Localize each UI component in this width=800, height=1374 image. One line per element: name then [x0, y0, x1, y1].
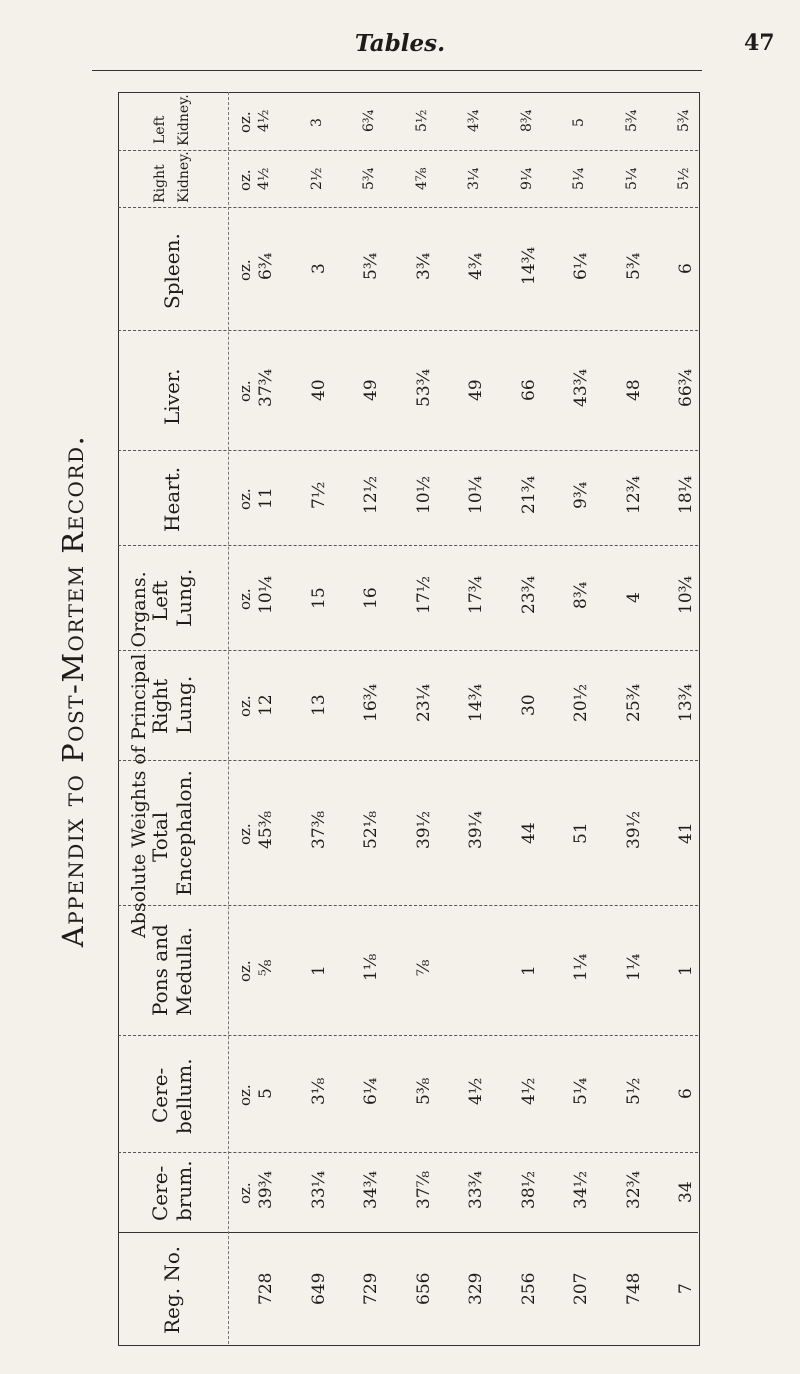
table-cell-total_encephalon-text: 39½ [623, 810, 644, 849]
table-cell-right_kidney-text: 5¾ [361, 167, 377, 190]
table-cell-total_encephalon-text: 44 [518, 821, 539, 844]
table-cell-cerebellum-text: 6¼ [361, 1077, 381, 1105]
column-rule [118, 650, 698, 652]
table-cell-right_kidney-text: 4½ [256, 167, 272, 190]
column-heading-cerebrum-text: Cere- [148, 1165, 172, 1221]
table-cell-total_encephalon-text: 45⅜ [256, 810, 276, 849]
table-cell-spleen-text: 6 [676, 263, 696, 274]
table-cell-reg_no-text: 207 [571, 1272, 591, 1305]
column-heading-reg_no-text: Reg. No. [160, 1246, 184, 1335]
column-heading-right_lung-text: Right [148, 678, 172, 734]
column-heading-left_kidney-text: Kidney. [176, 94, 192, 146]
column-rule [118, 330, 698, 332]
table-cell-heart-text: 7½ [308, 481, 329, 509]
column-rule [118, 1232, 698, 1234]
table-cell-liver-text: 66 [518, 379, 539, 401]
table-cell-left_lung-text: 8¾ [571, 581, 591, 609]
column-heading-pons_medulla-text: Pons and [148, 924, 172, 1017]
table-cell-cerebellum-text: 5⅜ [413, 1077, 434, 1105]
table-cell-right_lung-text: 13 [308, 694, 329, 716]
table-cell-liver-text: 40 [308, 379, 329, 401]
table-cell-pons_medulla-text: 1¼ [623, 953, 644, 981]
table-cell-cerebellum-text: 4½ [518, 1077, 539, 1105]
column-heading-left_lung-text: Left [148, 580, 172, 621]
table-cell-total_encephalon-text: 51 [571, 821, 591, 844]
table-cell-total_encephalon-text: 37⅜ [308, 810, 329, 849]
table-cell-right_kidney-text: 5¼ [571, 167, 587, 190]
column-rule [118, 150, 698, 152]
table-cell-reg_no-text: 256 [518, 1272, 539, 1305]
unit-label-text: oz. [236, 1182, 254, 1204]
column-heading-right_kidney-text: Right [152, 164, 168, 203]
table-cell-spleen-text: 14¾ [518, 246, 539, 285]
heading-block-rule [228, 92, 230, 1344]
table-cell-left_lung-text: 4 [623, 592, 644, 603]
table-cell-spleen-text: 6¾ [256, 252, 276, 280]
table-cell-left_lung-text: 15 [308, 586, 329, 609]
table-cell-left_kidney-text: 6¾ [361, 109, 377, 132]
unit-label-text: oz. [236, 168, 254, 191]
unit-label-text: oz. [236, 487, 254, 510]
table-cell-right_kidney-text: 5¼ [623, 167, 640, 190]
table-cell-spleen-text: 3 [308, 263, 329, 274]
table-cell-cerebrum-text: 34¾ [361, 1170, 381, 1209]
table-cell-left_kidney-text: 5¾ [623, 109, 640, 132]
table-cell-left_lung-text: 10¾ [676, 575, 696, 614]
unit-label-text: oz. [236, 695, 254, 717]
table-cell-cerebellum-text: 5 [256, 1088, 276, 1099]
table-cell-spleen-text: 5¾ [623, 252, 644, 280]
table-cell-heart-text: 10½ [413, 475, 434, 514]
column-rule [118, 545, 698, 547]
table-cell-right_kidney-text: 5½ [676, 167, 692, 190]
table-cell-left_lung-text: 17¾ [466, 575, 486, 614]
table-cell-reg_no-text: 728 [256, 1272, 276, 1305]
table-cell-spleen-text: 3¾ [413, 252, 434, 280]
column-rule [118, 450, 698, 452]
table-cell-right_lung-text: 12 [256, 694, 276, 716]
table-cell-liver-text: 49 [466, 379, 486, 401]
table-cell-heart-text: 18¼ [676, 475, 696, 514]
column-heading-cerebellum-text: Cere- [148, 1067, 172, 1123]
table-cell-spleen-text: 4¾ [466, 252, 486, 280]
table-cell-cerebellum-text: 5½ [623, 1077, 644, 1105]
table-cell-liver-text: 53¾ [413, 368, 434, 407]
table-cell-cerebellum-text: 4½ [466, 1077, 486, 1105]
unit-label-text: oz. [236, 111, 254, 133]
page-number: 47 [744, 30, 775, 56]
column-rule [118, 1152, 698, 1154]
table-cell-left_lung-text: 23¾ [518, 575, 539, 614]
table-cell-liver-text: 43¾ [571, 368, 591, 407]
table-cell-heart-text: 9¾ [571, 481, 591, 509]
column-heading-total_encephalon-text: Total [148, 811, 172, 862]
table-cell-cerebrum-text: 34½ [571, 1170, 591, 1209]
column-heading-cerebellum-text: bellum. [172, 1058, 196, 1135]
table-cell-cerebrum-text: 33¼ [308, 1170, 329, 1209]
column-heading-pons_medulla-text: Medulla. [172, 927, 196, 1017]
table-cell-cerebellum-text: 6 [676, 1088, 696, 1099]
unit-label-text: oz. [236, 1083, 254, 1106]
unit-label-text: oz. [236, 822, 254, 845]
table-cell-left_kidney-text: 5½ [413, 109, 430, 132]
table-cell-total_encephalon-text: 52⅛ [361, 810, 381, 849]
column-heading-cerebrum-text: brum. [172, 1160, 196, 1221]
table-cell-right_lung-text: 20½ [571, 683, 591, 722]
table-cell-pons_medulla-text: 1¼ [571, 953, 591, 981]
table-cell-heart-text: 12½ [361, 475, 381, 514]
table-cell-pons_medulla-text: 1⅛ [361, 953, 381, 981]
table-cell-liver-text: 49 [361, 379, 381, 401]
table-caption-text: Absolute Weights of Principal Organs. [128, 571, 150, 938]
table-cell-right_lung-text: 16¾ [361, 683, 381, 722]
unit-label-text: oz. [236, 258, 254, 281]
table-cell-cerebrum-text: 34 [676, 1181, 696, 1203]
column-rule [118, 1035, 698, 1037]
table-cell-right_lung-text: 13¾ [676, 683, 696, 722]
table-cell-right_kidney-text: 2½ [308, 167, 325, 190]
table-cell-heart-text: 12¾ [623, 475, 644, 514]
appendix-title-text: Appendix to Post-Mortem Record. [56, 434, 90, 948]
table-cell-left_kidney-text: 3 [308, 117, 325, 127]
table-cell-pons_medulla-text: 1 [308, 964, 329, 976]
table-cell-right_lung-text: 23¼ [413, 683, 434, 722]
table-cell-total_encephalon-text: 41 [676, 821, 696, 844]
table-cell-left_kidney-text: 5 [571, 117, 587, 127]
table-cell-pons_medulla-text: 1 [676, 964, 696, 976]
column-heading-spleen-text: Spleen. [160, 233, 184, 310]
table-cell-spleen-text: 6¼ [571, 252, 591, 280]
header-rule [92, 70, 702, 71]
running-title: Tables. [354, 30, 446, 57]
table-cell-cerebrum-text: 33¾ [466, 1170, 486, 1209]
table-cell-left_lung-text: 17½ [413, 575, 434, 614]
column-heading-left_lung-text: Lung. [172, 568, 196, 627]
table-cell-liver-text: 66¾ [676, 368, 696, 407]
column-heading-total_encephalon-text: Encephalon. [172, 770, 196, 897]
table-cell-heart-text: 11 [256, 486, 276, 509]
table-cell-cerebellum-text: 3⅛ [308, 1077, 329, 1105]
table-cell-pons_medulla-text: ⅞ [413, 959, 434, 976]
table-cell-reg_no-text: 656 [413, 1272, 434, 1305]
table-cell-right_lung-text: 25¾ [623, 683, 644, 722]
column-rule [118, 905, 698, 907]
table-cell-heart-text: 21¾ [518, 475, 539, 514]
table-cell-right_lung-text: 30 [518, 694, 539, 716]
table-cell-heart-text: 10¼ [466, 475, 486, 514]
table-cell-cerebrum-text: 37⅞ [413, 1170, 434, 1209]
table-cell-left_lung-text: 10¼ [256, 575, 276, 614]
table-cell-total_encephalon-text: 39½ [413, 810, 434, 849]
unit-label-text: oz. [236, 380, 254, 402]
organ-weights-table [118, 92, 700, 1346]
table-cell-cerebrum-text: 32¾ [623, 1170, 644, 1209]
table-cell-pons_medulla-text: 1 [518, 964, 539, 976]
table-cell-cerebellum-text: 5¼ [571, 1077, 591, 1105]
column-heading-right_kidney-text: Kidney. [176, 151, 192, 203]
table-cell-pons_medulla-text: ⅝ [256, 959, 276, 976]
column-heading-heart-text: Heart. [160, 467, 184, 533]
table-cell-left_kidney-text: 4½ [256, 109, 272, 132]
table-cell-reg_no-text: 729 [361, 1272, 381, 1305]
table-cell-total_encephalon-text: 39¼ [466, 810, 486, 849]
table-cell-liver-text: 37¾ [256, 368, 276, 407]
table-cell-liver-text: 48 [623, 379, 644, 401]
column-rule [118, 760, 698, 762]
table-cell-left_lung-text: 16 [361, 586, 381, 609]
table-cell-left_kidney-text: 4¾ [466, 109, 482, 132]
column-heading-liver-text: Liver. [160, 368, 184, 425]
column-rule [118, 207, 698, 209]
table-cell-right_kidney-text: 4⅞ [413, 167, 430, 190]
table-cell-right_kidney-text: 3¼ [466, 167, 482, 190]
column-heading-left_kidney-text: Left [152, 115, 168, 145]
page-header [0, 0, 800, 80]
table-cell-right_lung-text: 14¾ [466, 683, 486, 722]
table-cell-reg_no-text: 649 [308, 1272, 329, 1305]
table-cell-cerebrum-text: 39¾ [256, 1170, 276, 1209]
table-cell-reg_no-text: 329 [466, 1272, 486, 1305]
table-cell-spleen-text: 5¾ [361, 252, 381, 280]
column-heading-right_lung-text: Lung. [172, 675, 196, 734]
table-cell-reg_no-text: 7 [676, 1282, 696, 1294]
table-cell-reg_no-text: 748 [623, 1272, 644, 1305]
table-cell-left_kidney-text: 5¾ [676, 109, 692, 132]
table-cell-right_kidney-text: 9¼ [518, 167, 535, 190]
unit-label-text: oz. [236, 587, 254, 610]
table-cell-left_kidney-text: 8¾ [518, 109, 535, 132]
unit-label-text: oz. [236, 960, 254, 982]
table-cell-cerebrum-text: 38½ [518, 1170, 539, 1209]
